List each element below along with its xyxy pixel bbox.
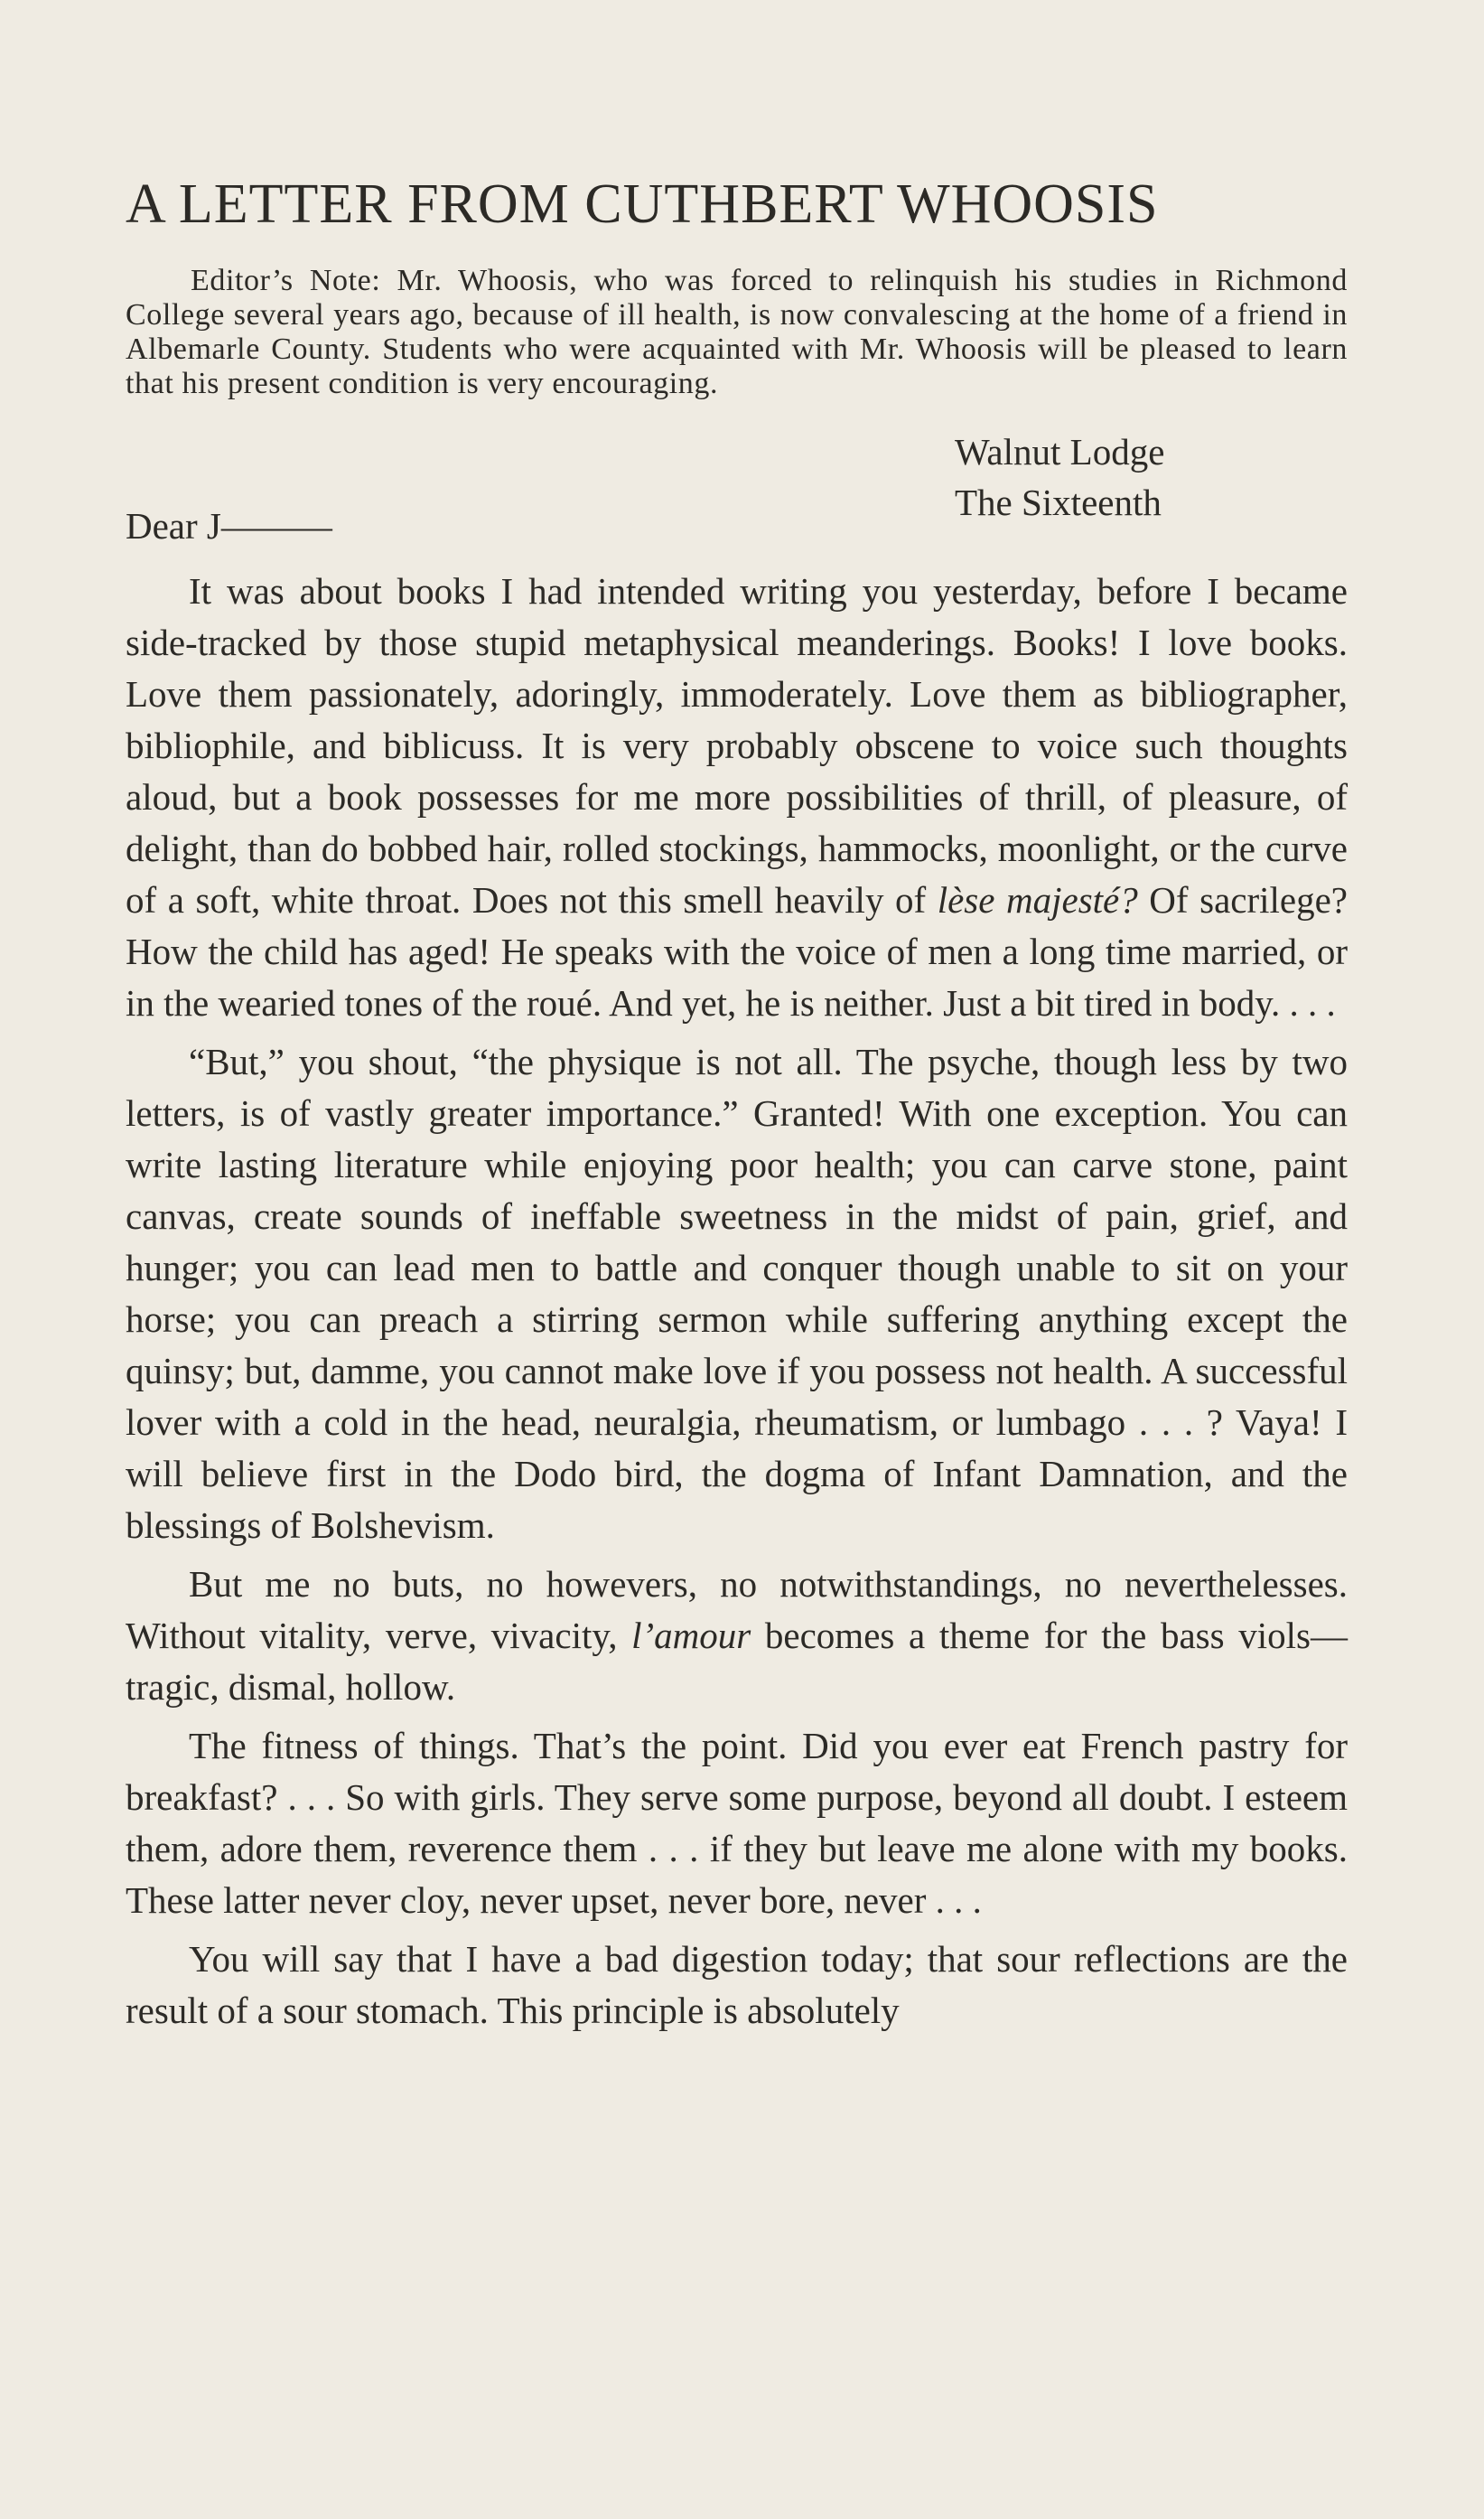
paragraph-1-text-b: Of sacrilege? How the child has aged! He speaks with the voice of men a long time married, or in the wearied tones of the roué. And yet, he is neither. Just a bit tired in body. . . . [126, 879, 1348, 1024]
paragraph-1-text-a: It was about books I had intended writing you yesterday, before I became side-tracked by those stupid metaphysical meanderings. Books! I love books. Love them passionately, adoringly, immoderately. Love them as bibliographer, bibliophile, and biblicuss. It is very probably obscene to voice such thoughts aloud, but a book possesses for me more possibilities of thrill, of pleasure, of delight, than do bobbed hair, rolled stockings, hammocks, moonlight, or the curve of a soft, white throat. Does not this smell heavily of [126, 570, 1348, 921]
paragraph-4: The fitness of things. That’s the point. Did you ever eat French pastry for breakfast? . . . So with girls. They serve some purpose, beyond all doubt. I esteem them, adore them, reverence them . . . if they but leave me alone with my books. These latter never cloy, never upset, never bore, never . . . [126, 1725, 1348, 1921]
letter-page [126, 172, 1348, 2044]
address-block [955, 426, 1164, 528]
paragraph-3 [126, 1559, 1348, 1713]
paragraph-3-text-b: becomes a theme for the bass viols—tragic, dismal, hollow. [126, 1615, 1348, 1708]
paragraph-3-text-a: But me no buts, no howevers, no notwithstandings, no neverthelesses. Without vitality, verve, vivacity, [126, 1563, 1348, 1656]
paragraph-1 [126, 566, 1348, 1029]
paragraph-3-italic: l’amour [631, 1615, 751, 1656]
article-title: A LETTER FROM CUTHBERT WHOOSIS [126, 173, 1159, 235]
paragraph-1-italic: lèse majesté? [937, 879, 1138, 921]
paragraph-5: You will say that I have a bad digestion today; that sour reflections are the result of a sour stomach. This principle is absolutely [126, 1938, 1348, 2031]
address-line-1: Walnut Lodge [955, 431, 1165, 473]
address-line-2: The Sixteenth [955, 482, 1162, 523]
salutation: Dear J——— [126, 505, 332, 547]
paragraph-2: “But,” you shout, “the physique is not all. The psyche, though less by two letters, is of vastly greater importance.” Granted! With one exception. You can write lasting literature while enjoying poor health; you can carve stone, paint canvas, create sounds of ineffable sweetness in the midst of pain, grief, and hunger; you can lead men to battle and conquer though unable to sit on your horse; you can preach a stirring sermon while suffering anything except the quinsy; but, damme, you cannot make love if you possess not health. A successful lover with a cold in the head, neuralgia, rheumatism, or lumbago . . . ? Vaya! I will believe first in the Dodo bird, the dogma of Infant Damnation, and the blessings of Bolshevism. [126, 1041, 1348, 1546]
editors-note: Editor’s Note: Mr. Whoosis, who was forced to relinquish his studies in Richmond College several years ago, because of ill health, is now convalescing at the home of a friend in Albemarle County. Students who were acquainted with Mr. Whoosis will be pleased to learn that his present condition is very encouraging. [126, 264, 1348, 400]
letter-heading [126, 426, 1348, 553]
